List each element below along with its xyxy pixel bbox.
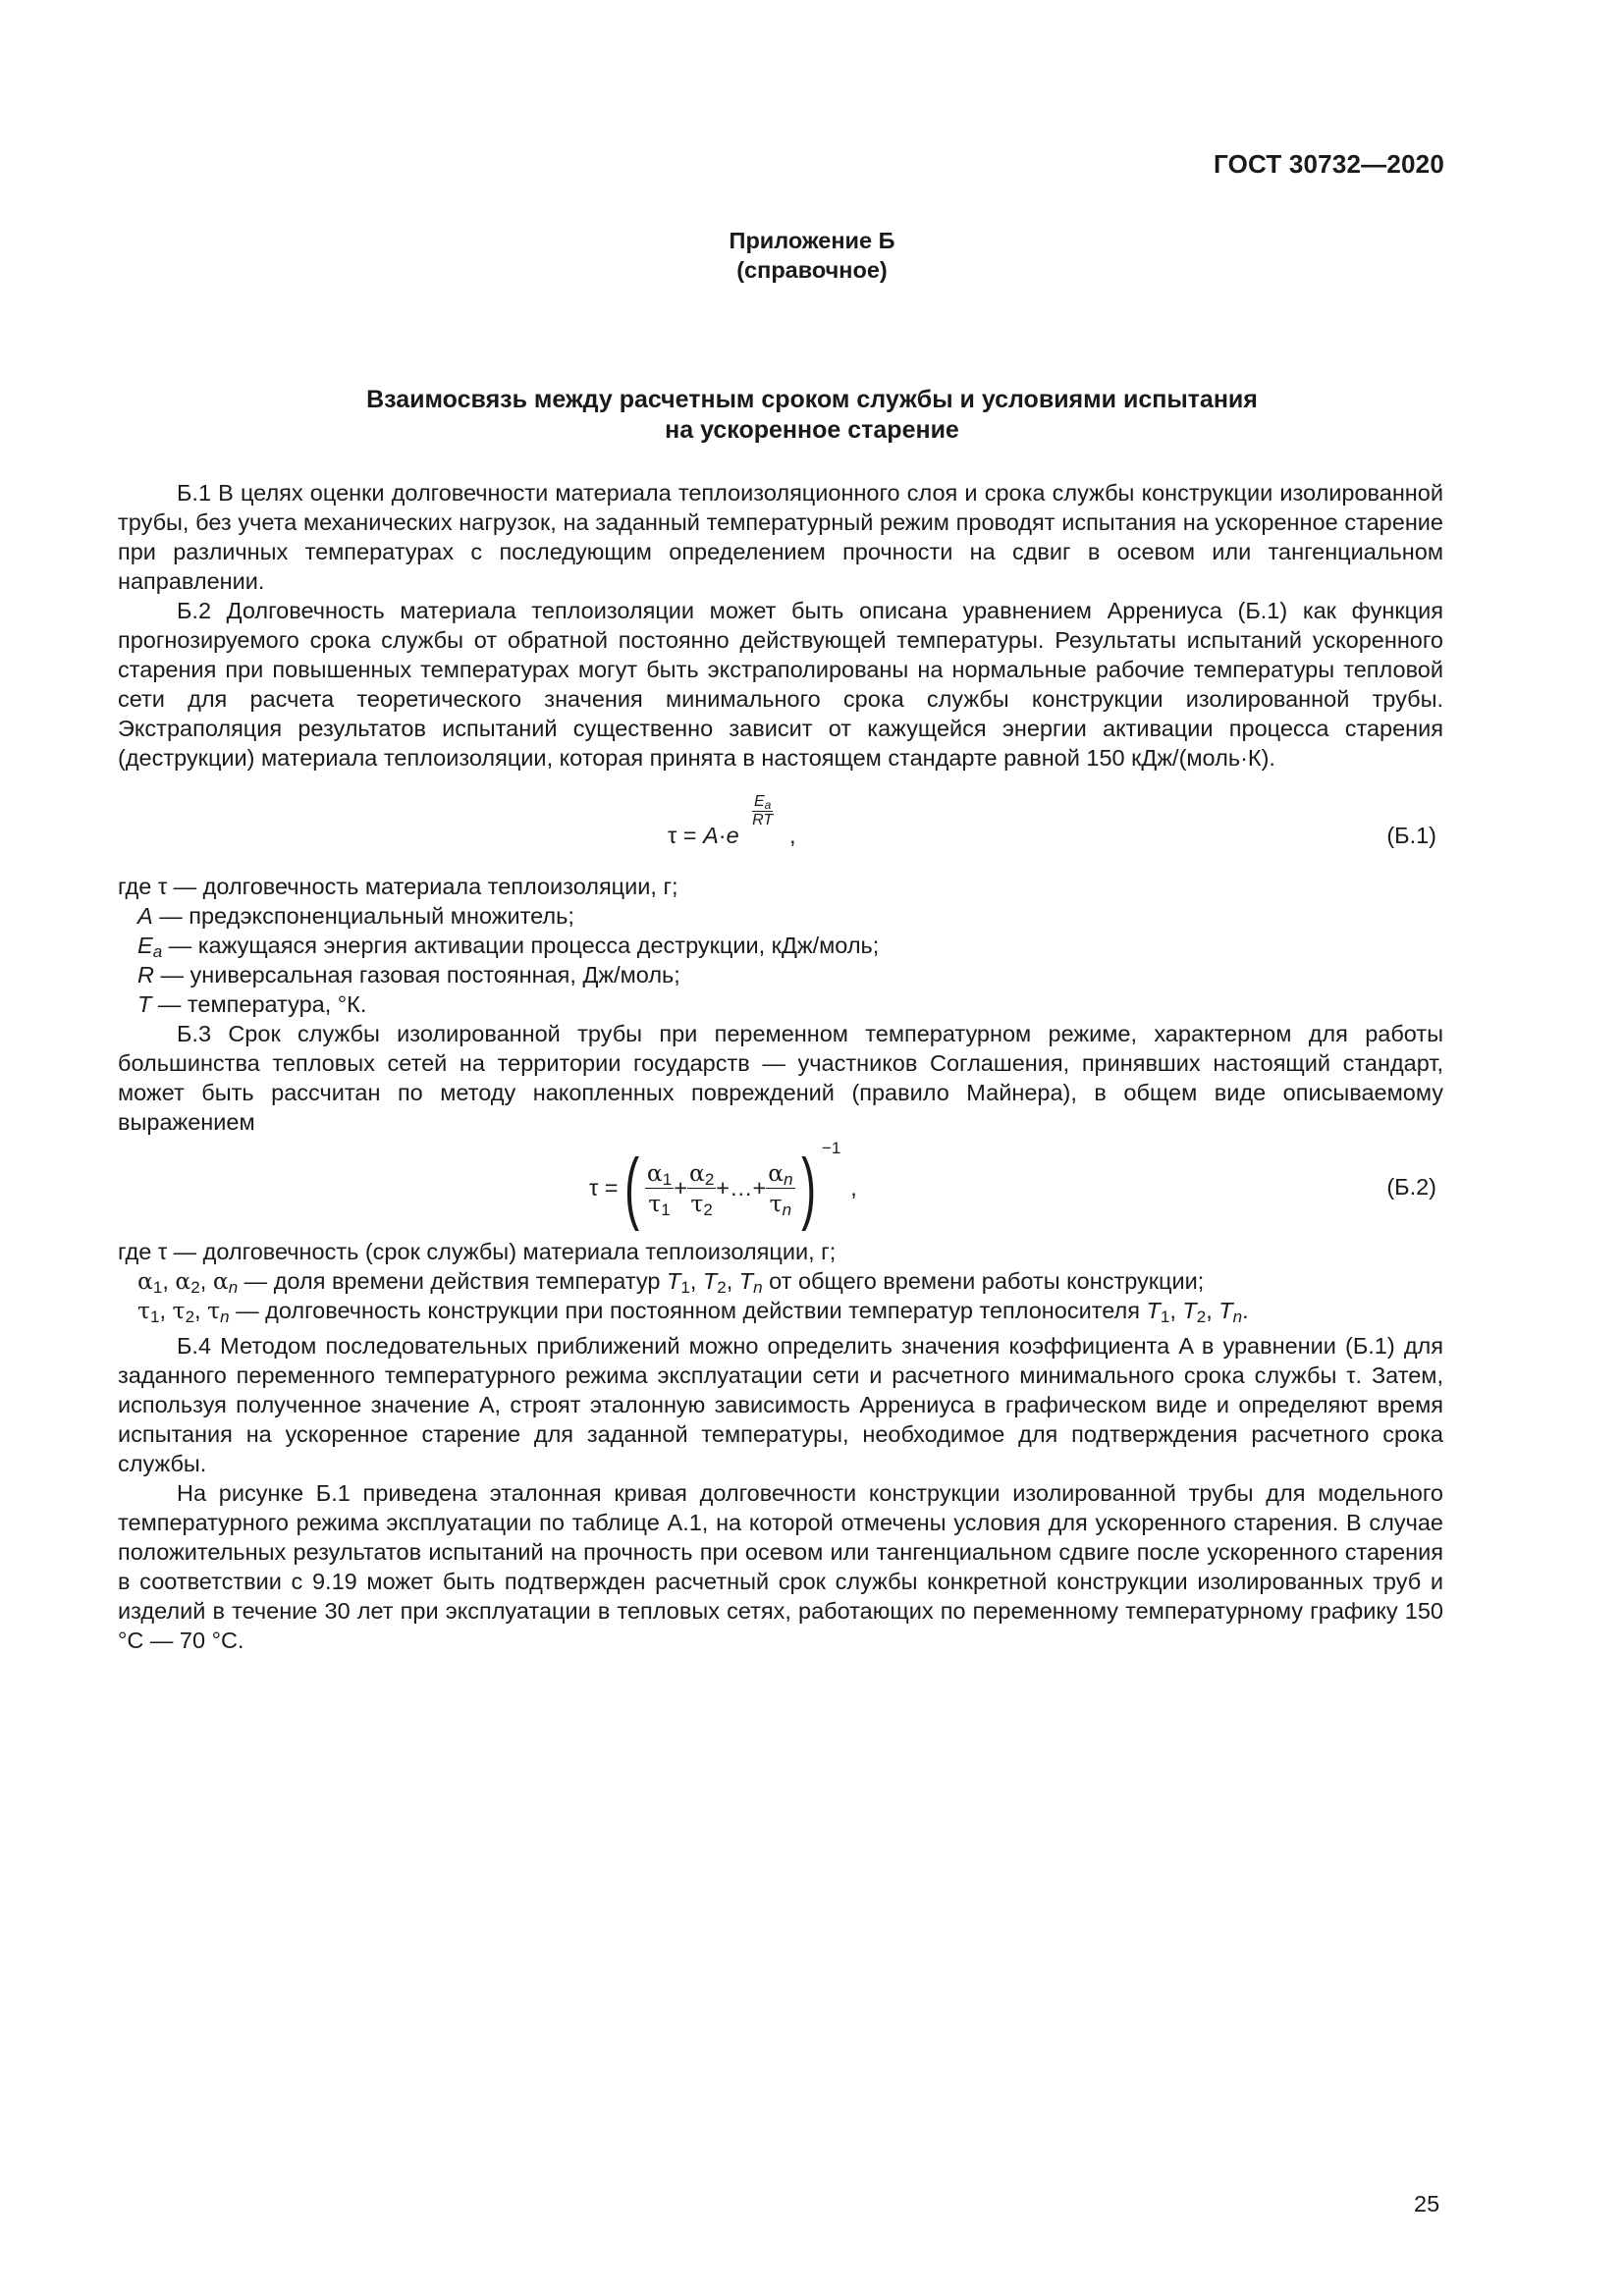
- where-tau-i: $\tau_1$, $\tau_2$, $\tau_n$ — долговечность конструкции при постоянном действии температур теплоносителя $T_1$, $T_2$, $T_n$.: [137, 1297, 1249, 1326]
- page-number: 25: [1414, 2191, 1440, 2216]
- formula-b1-exponent: $E_a$ RT: [752, 793, 774, 828]
- right-paren: ): [800, 1143, 816, 1232]
- formula-b2-expression: τ = ( $\frac{\alpha_1}{\tau_1}$ + $\frac{\alpha_2}{\tau_2}$ +…+ $\frac{\alpha_n}{\tau_n}$ ) −1 ,: [589, 1139, 857, 1237]
- formula-b2-number: (Б.2): [1386, 1174, 1436, 1200]
- formula-b2: [118, 1139, 1443, 1237]
- where-T: T — температура, °К.: [137, 991, 367, 1017]
- where-alpha: $\alpha_1$, $\alpha_2$, $\alpha_n$ — доля времени действия температур $T_1$, $T_2$, $T_n$ от общего времени работы конструкции;: [137, 1267, 1205, 1297]
- formula-b1-comma: ,: [789, 823, 796, 848]
- paragraph-b1: Б.1 В целях оценки долговечности материала теплоизоляционного слоя и срока службы конструкции изолированной трубы, без учета механических нагрузок, на заданный температурный режим проводят испытания на ускоренное старение при различных температурах с последующим определением прочности на сдвиг в осевом или тангенциальном направлении.: [118, 480, 1443, 594]
- body-block-2: [118, 1019, 1443, 1137]
- where-tau-b2: где τ — долговечность (срок службы) материала теплоизоляции, г;: [118, 1239, 837, 1264]
- paragraph-b2: Б.2 Долговечность материала теплоизоляции может быть описана уравнением Аррениуса (Б.1) как функция прогнозируемого срока службы от обратной постоянно действующей температуры. Результаты испытаний ускоренного старения при повышенных температурах могут быть экстраполированы на нормальные рабочие температуры тепловой сети для расчета теоретического значения минимального срока службы конструкции изолированной трубы. Экстраполяция результатов испытаний существенно зависит от кажущейся энергии активации процесса старения (деструкции) материала теплоизоляции, которая принята в настоящем стандарте равной 150 кДж/(моль·К).: [118, 598, 1443, 771]
- where-list-b2: [118, 1237, 1443, 1325]
- fraction-1: $\frac{\alpha_1}{\tau_1}$: [646, 1158, 673, 1219]
- paragraph-figure-note: На рисунке Б.1 приведена эталонная кривая долговечности конструкции изолированной трубы для модельного температурного режима эксплуатации по таблице А.1, на которой отмечены условия для ускоренного старения. В случае положительных результатов испытаний на прочность при осевом или тангенциальном сдвиге после ускоренного старения в соответствии с 9.19 может быть подтвержден расчетный срок службы конкретной конструкции изолированных труб и изделий в течение 30 лет при эксплуатации в тепловых сетях, работающих по переменному температурному графику 150 °С — 70 °С.: [118, 1480, 1443, 1653]
- formula-b2-power: −1: [821, 1139, 841, 1157]
- where-list-b1: [118, 872, 1443, 1019]
- paragraph-b4: Б.4 Методом последовательных приближений можно определить значения коэффициента A в уравнении (Б.1) для заданного переменного температурного режима эксплуатации сети и расчетного минимального срока службы τ. Затем, используя полученное значение A, строят эталонную зависимость Аррениуса в графическом виде и определяют время испытания на ускоренное старение для заданной температуры, необходимое для подтверждения расчетного срока службы.: [118, 1333, 1443, 1476]
- formula-b1: [118, 793, 1443, 862]
- body-block-3: [118, 1331, 1443, 1655]
- left-paren: (: [623, 1143, 639, 1232]
- formula-b1-number: (Б.1): [1386, 823, 1436, 848]
- fraction-2: $\frac{\alpha_2}{\tau_2}$: [688, 1158, 715, 1219]
- section-title-line-1: Взаимосвязь между расчетным сроком службы и условиями испытания: [366, 386, 1258, 413]
- formula-b1-expression: τ = A·e: [668, 823, 739, 848]
- appendix-heading: [0, 226, 1624, 285]
- paragraph-b3: Б.3 Срок службы изолированной трубы при переменном температурном режиме, характерном для работы большинства тепловых сетей на территории государств — участников Соглашения, принявших настоящий стандарт, может быть рассчитан по методу накопленных повреждений (правило Майнера), в общем виде описываемому выражением: [118, 1021, 1443, 1135]
- section-title-line-2: на ускоренное старение: [665, 416, 959, 444]
- where-Ea: $E_a$ — кажущаяся энергия активации процесса деструкции, кДж/моль;: [137, 933, 880, 961]
- section-title: [0, 385, 1624, 446]
- where-R: R — универсальная газовая постоянная, Дж/моль;: [137, 962, 680, 988]
- where-A: A — предэкспоненциальный множитель;: [137, 903, 574, 929]
- appendix-type: (справочное): [736, 257, 888, 283]
- appendix-label: Приложение Б: [729, 228, 895, 253]
- fraction-n: $\frac{\alpha_n}{\tau_n}$: [768, 1158, 793, 1219]
- document-code: ГОСТ 30732—2020: [1214, 149, 1444, 179]
- body-block-1: [118, 478, 1443, 773]
- where-tau-b1: где τ — долговечность материала теплоизоляции, г;: [118, 874, 678, 899]
